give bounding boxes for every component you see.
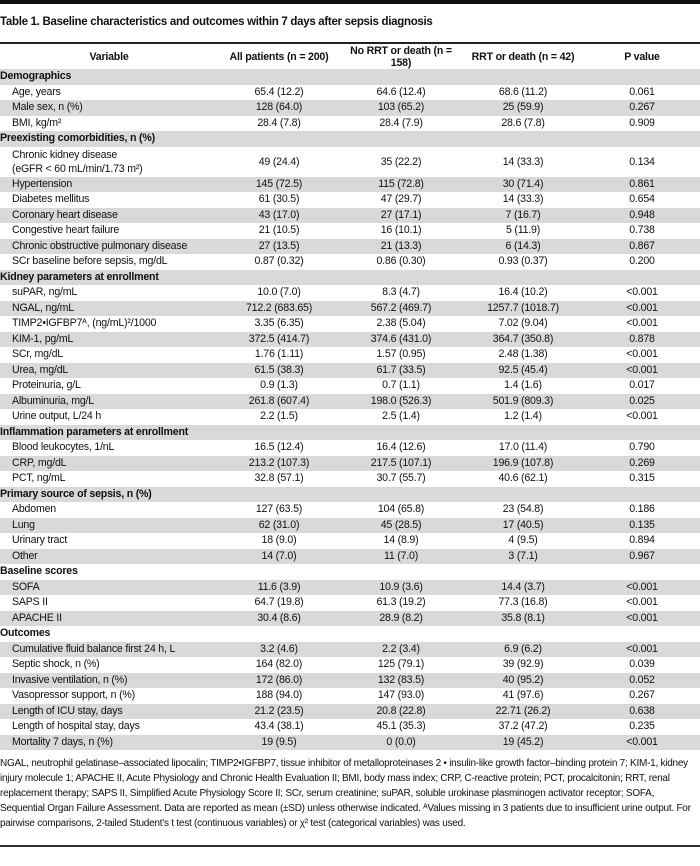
cell-no-rrt-or-death: 45 (28.5) (340, 518, 462, 534)
table-row (0, 704, 700, 720)
row-label: KIM-1, pg/mL (0, 332, 218, 348)
row-label: Albuminuria, mg/L (0, 394, 218, 410)
cell-p-value: <0.001 (626, 317, 658, 330)
cell-no-rrt-or-death: 10.9 (3.6) (340, 580, 462, 596)
cell-all-patients: 3.2 (4.6) (218, 642, 340, 658)
cell-no-rrt-or-death: 14 (8.9) (383, 534, 419, 547)
row-label: NGAL, ng/mL (0, 301, 218, 317)
row-label: Other (0, 549, 218, 565)
cell-rrt-or-death: 22.71 (26.2) (462, 704, 584, 720)
cell-p-value: 0.738 (629, 224, 655, 237)
cell-rrt-or-death: 41 (97.6) (502, 689, 544, 702)
table-row (0, 177, 700, 193)
table-row (0, 301, 700, 317)
cell-all-patients: 61 (30.5) (258, 193, 300, 206)
cell-p-value: 0.052 (584, 673, 700, 689)
cell-rrt-or-death: 14.4 (3.7) (462, 580, 584, 596)
table-row (0, 378, 700, 394)
cell-p-value: <0.001 (626, 596, 658, 609)
cell-p-value: 0.867 (584, 239, 700, 255)
cell-no-rrt-or-death: 35 (22.2) (380, 155, 422, 168)
row-label: SOFA (0, 580, 218, 596)
cell-all-patients: 145 (72.5) (218, 177, 340, 193)
cell-p-value: 0.186 (629, 503, 655, 516)
row-label: Chronic kidney disease (eGFR < 60 mL/min/1.73 m²) (12, 148, 143, 175)
cell-rrt-or-death: 35.8 (8.1) (462, 611, 584, 627)
cell-all-patients: 0.87 (0.32) (254, 255, 304, 268)
cell-all-patients: 213.2 (107.3) (218, 456, 340, 472)
cell-no-rrt-or-death: 1.57 (0.95) (376, 348, 426, 361)
row-label: Coronary heart disease (0, 208, 218, 224)
cell-rrt-or-death: 0.93 (0.37) (498, 255, 548, 268)
row-label: SAPS II (12, 596, 48, 609)
cell-no-rrt-or-death: 47 (29.7) (380, 193, 422, 206)
cell-all-patients: 172 (86.0) (218, 673, 340, 689)
table-row (0, 642, 700, 658)
table-row (0, 611, 700, 627)
row-label: Mortality 7 days, n (%) (0, 735, 218, 751)
cell-p-value: <0.001 (584, 611, 700, 627)
cell-p-value: <0.001 (626, 410, 658, 423)
row-label: Proteinuria, g/L (12, 379, 81, 392)
cell-rrt-or-death: 1.2 (1.4) (504, 410, 542, 423)
cell-no-rrt-or-death: 217.5 (107.1) (340, 456, 462, 472)
table-row (0, 239, 700, 255)
cell-all-patients: 32.8 (57.1) (254, 472, 304, 485)
table-row (0, 409, 700, 425)
section-title: Preexisting comorbidities, n (%) (0, 131, 700, 147)
cell-p-value: 0.267 (629, 689, 655, 702)
cell-all-patients: 127 (63.5) (255, 503, 303, 516)
cell-p-value: 0.134 (629, 155, 655, 168)
table-row (0, 208, 700, 224)
cell-p-value: 0.135 (584, 518, 700, 534)
cell-rrt-or-death: 2.48 (1.38) (498, 348, 548, 361)
row-label: CRP, mg/dL (0, 456, 218, 472)
cell-no-rrt-or-death: 2.38 (5.04) (376, 317, 426, 330)
cell-rrt-or-death: 6 (14.3) (462, 239, 584, 255)
row-label: Urine output, L/24 h (12, 410, 102, 423)
table-row (0, 332, 700, 348)
table-title: Table 1. Baseline characteristics and outcomes within 7 days after sepsis diagnosis (0, 16, 433, 28)
baseline-table (0, 44, 700, 750)
cell-all-patients: 65.4 (12.2) (254, 85, 304, 98)
row-label: SCr baseline before sepsis, mg/dL (12, 255, 168, 268)
bottom-rule (0, 845, 700, 847)
row-label: TIMP2•IGFBP7ᴬ, (ng/mL)²/1000 (12, 317, 157, 330)
cell-p-value: 0.200 (629, 255, 655, 268)
cell-all-patients: 49 (24.4) (258, 155, 300, 168)
header-rrt-or-death: RRT or death (n = 42) (471, 50, 575, 63)
cell-no-rrt-or-death: 2.2 (3.4) (340, 642, 462, 658)
row-label: suPAR, ng/mL (12, 286, 78, 299)
cell-no-rrt-or-death: 16.4 (12.6) (376, 441, 426, 454)
row-label: Male sex, n (%) (0, 100, 218, 116)
table-row (0, 456, 700, 472)
cell-p-value: <0.001 (626, 286, 658, 299)
section-header-row (0, 564, 700, 580)
table-footnote: NGAL, neutrophil gelatinase–associated lipocalin; TIMP2•IGFBP7, tissue inhibitor of metalloproteinases 2 • insulin-like growth factor–binding protein 7; KIM-1, kidney injury molecule 1; APACHE II, Acute Physiology and Chronic Health Evaluation II; BMI, body mass index; CRP, C-reactive protein; PCT, procalcitonin; RRT, renal replacement therapy; SAPS II, Simplified Acute Physiology Score II; SCr, serum creatinine; suPAR, soluble urokinase plasminogen activator receptor; SOFA, Sequential Organ Failure Assessment. Data are reported as mean (±SD) unless otherwise indicated. ᴬValues missing in 3 patients due to insufficient urine output. For pairwise comparisons, 2-tailed Student’s t test (continuous variables) or χ² test (categorical variables) was used. (0, 758, 691, 829)
cell-rrt-or-death: 17 (40.5) (462, 518, 584, 534)
section-title: Primary source of sepsis, n (%) (0, 487, 700, 503)
row-label: Diabetes mellitus (12, 193, 90, 206)
cell-all-patients: 14 (7.0) (218, 549, 340, 565)
cell-all-patients: 261.8 (607.4) (218, 394, 340, 410)
section-header-row (0, 69, 700, 85)
cell-no-rrt-or-death: 21 (13.3) (340, 239, 462, 255)
cell-p-value: 0.967 (584, 549, 700, 565)
table-row (0, 580, 700, 596)
cell-all-patients: 16.5 (12.4) (254, 441, 304, 454)
table-row (0, 254, 700, 270)
cell-p-value: <0.001 (584, 642, 700, 658)
cell-no-rrt-or-death: 11 (7.0) (340, 549, 462, 565)
cell-no-rrt-or-death: 374.6 (431.0) (340, 332, 462, 348)
cell-no-rrt-or-death: 104 (65.8) (377, 503, 425, 516)
section-header-row (0, 425, 700, 441)
cell-no-rrt-or-death: 147 (93.0) (377, 689, 425, 702)
cell-p-value: 0.948 (584, 208, 700, 224)
cell-all-patients: 62 (31.0) (218, 518, 340, 534)
cell-no-rrt-or-death: 103 (65.2) (340, 100, 462, 116)
table-row (0, 347, 700, 363)
cell-p-value: 0.267 (584, 100, 700, 116)
section-title: Inflammation parameters at enrollment (0, 425, 700, 441)
table-row (0, 502, 700, 518)
cell-p-value: 0.235 (629, 720, 655, 733)
cell-rrt-or-death: 17.0 (11.4) (498, 441, 548, 454)
cell-p-value: 0.061 (629, 85, 655, 98)
row-label: Age, years (12, 85, 61, 98)
cell-p-value: 0.638 (584, 704, 700, 720)
row-label: Length of hospital stay, days (12, 720, 140, 733)
cell-p-value: <0.001 (584, 363, 700, 379)
cell-p-value: <0.001 (584, 735, 700, 751)
cell-no-rrt-or-death: 0 (0.0) (340, 735, 462, 751)
cell-rrt-or-death: 3 (7.1) (462, 549, 584, 565)
table-row (0, 316, 700, 332)
header-variable: Variable (89, 50, 129, 63)
cell-rrt-or-death: 14 (33.3) (502, 193, 544, 206)
cell-p-value: 0.039 (629, 658, 655, 671)
cell-rrt-or-death: 5 (11.9) (505, 224, 541, 237)
table-row (0, 394, 700, 410)
cell-all-patients: 19 (9.5) (218, 735, 340, 751)
table-body (0, 69, 700, 750)
table-row (0, 192, 700, 208)
cell-no-rrt-or-death: 64.6 (12.4) (376, 85, 426, 98)
cell-no-rrt-or-death: 115 (72.8) (340, 177, 462, 193)
table-row (0, 147, 700, 177)
header-row (0, 44, 700, 69)
row-label: SCr, mg/dL (12, 348, 63, 361)
section-header-row (0, 626, 700, 642)
row-label: Lung (0, 518, 218, 534)
row-label: Abdomen (12, 503, 56, 516)
section-title: Baseline scores (0, 565, 78, 578)
table-row (0, 100, 700, 116)
cell-no-rrt-or-death: 27 (17.1) (340, 208, 462, 224)
row-label: Blood leukocytes, 1/nL (12, 441, 115, 454)
table-row (0, 549, 700, 565)
table-row (0, 719, 700, 735)
cell-no-rrt-or-death: 125 (79.1) (377, 658, 425, 671)
cell-no-rrt-or-death: 0.7 (1.1) (382, 379, 420, 392)
section-header-row (0, 270, 700, 286)
cell-rrt-or-death: 77.3 (16.8) (498, 596, 548, 609)
row-label: PCT, ng/mL (12, 472, 66, 485)
cell-rrt-or-death: 37.2 (47.2) (498, 720, 548, 733)
cell-rrt-or-death: 23 (54.8) (502, 503, 544, 516)
cell-no-rrt-or-death: 16 (10.1) (380, 224, 422, 237)
cell-no-rrt-or-death: 0.86 (0.30) (376, 255, 426, 268)
cell-all-patients: 43.4 (38.1) (254, 720, 304, 733)
table-row (0, 688, 700, 704)
row-label: Length of ICU stay, days (0, 704, 218, 720)
cell-all-patients: 3.35 (6.35) (254, 317, 304, 330)
cell-all-patients: 10.0 (7.0) (257, 286, 301, 299)
table-row (0, 518, 700, 534)
cell-rrt-or-death: 6.9 (6.2) (462, 642, 584, 658)
row-label: APACHE II (0, 611, 218, 627)
cell-all-patients: 28.4 (7.8) (257, 116, 301, 129)
row-label: Hypertension (0, 177, 218, 193)
cell-no-rrt-or-death: 20.8 (22.8) (340, 704, 462, 720)
cell-rrt-or-death: 196.9 (107.8) (462, 456, 584, 472)
cell-all-patients: 43 (17.0) (218, 208, 340, 224)
cell-all-patients: 0.9 (1.3) (260, 379, 298, 392)
cell-rrt-or-death: 364.7 (350.8) (462, 332, 584, 348)
row-label: Urea, mg/dL (0, 363, 218, 379)
cell-all-patients: 712.2 (683.65) (218, 301, 340, 317)
cell-all-patients: 128 (64.0) (218, 100, 340, 116)
row-label: Chronic obstructive pulmonary disease (0, 239, 218, 255)
cell-rrt-or-death: 16.4 (10.2) (498, 286, 548, 299)
table-row (0, 673, 700, 689)
section-header-row (0, 131, 700, 147)
table-row (0, 116, 700, 132)
cell-rrt-or-death: 1.4 (1.6) (504, 379, 542, 392)
cell-all-patients: 61.5 (38.3) (218, 363, 340, 379)
cell-p-value: 0.894 (629, 534, 655, 547)
table-row (0, 595, 700, 611)
cell-all-patients: 21.2 (23.5) (218, 704, 340, 720)
cell-p-value: 0.654 (629, 193, 655, 206)
header-p-value: P value (624, 50, 660, 63)
cell-p-value: 0.269 (584, 456, 700, 472)
cell-p-value: 0.790 (629, 441, 655, 454)
cell-rrt-or-death: 68.6 (11.2) (498, 85, 548, 98)
cell-p-value: 0.861 (584, 177, 700, 193)
cell-no-rrt-or-death: 45.1 (35.3) (376, 720, 426, 733)
cell-rrt-or-death: 4 (9.5) (508, 534, 538, 547)
cell-all-patients: 1.76 (1.11) (254, 348, 304, 361)
table-row (0, 223, 700, 239)
cell-p-value: 0.315 (629, 472, 655, 485)
cell-rrt-or-death: 7 (16.7) (462, 208, 584, 224)
cell-rrt-or-death: 25 (59.9) (462, 100, 584, 116)
cell-no-rrt-or-death: 30.7 (55.7) (376, 472, 426, 485)
row-label: Congestive heart failure (12, 224, 120, 237)
cell-all-patients: 27 (13.5) (218, 239, 340, 255)
table-row (0, 657, 700, 673)
cell-p-value: 0.909 (629, 116, 655, 129)
cell-rrt-or-death: 40.6 (62.1) (498, 472, 548, 485)
cell-rrt-or-death: 19 (45.2) (462, 735, 584, 751)
row-label: Cumulative fluid balance first 24 h, L (0, 642, 218, 658)
table-row (0, 85, 700, 101)
cell-all-patients: 164 (82.0) (255, 658, 303, 671)
row-label: Urinary tract (12, 534, 68, 547)
cell-rrt-or-death: 1257.7 (1018.7) (462, 301, 584, 317)
table-row (0, 471, 700, 487)
cell-no-rrt-or-death: 567.2 (469.7) (340, 301, 462, 317)
cell-rrt-or-death: 39 (92.9) (502, 658, 544, 671)
cell-all-patients: 18 (9.0) (261, 534, 297, 547)
cell-all-patients: 30.4 (8.6) (218, 611, 340, 627)
cell-no-rrt-or-death: 8.3 (4.7) (382, 286, 420, 299)
section-title: Outcomes (0, 627, 51, 640)
cell-p-value: 0.025 (584, 394, 700, 410)
header-no-rrt-or-death: No RRT or death (n = 158) (350, 44, 452, 69)
table-row (0, 533, 700, 549)
table-row (0, 440, 700, 456)
cell-all-patients: 188 (94.0) (255, 689, 303, 702)
cell-p-value: 0.878 (584, 332, 700, 348)
cell-p-value: 0.017 (629, 379, 655, 392)
section-header-row (0, 487, 700, 503)
cell-no-rrt-or-death: 61.7 (33.5) (340, 363, 462, 379)
cell-no-rrt-or-death: 28.9 (8.2) (340, 611, 462, 627)
cell-all-patients: 21 (10.5) (258, 224, 300, 237)
table-row (0, 363, 700, 379)
row-label: Vasopressor support, n (%) (12, 689, 135, 702)
section-title: Kidney parameters at enrollment (0, 270, 700, 286)
cell-rrt-or-death: 501.9 (809.3) (462, 394, 584, 410)
cell-p-value: <0.001 (626, 348, 658, 361)
cell-no-rrt-or-death: 198.0 (526.3) (340, 394, 462, 410)
cell-no-rrt-or-death: 132 (83.5) (340, 673, 462, 689)
section-title: Demographics (0, 69, 700, 85)
header-all-patients: All patients (n = 200) (229, 50, 329, 63)
cell-rrt-or-death: 30 (71.4) (462, 177, 584, 193)
table-row (0, 285, 700, 301)
row-label: Septic shock, n (%) (12, 658, 100, 671)
cell-rrt-or-death: 40 (95.2) (462, 673, 584, 689)
cell-p-value: <0.001 (584, 580, 700, 596)
cell-all-patients: 64.7 (19.8) (254, 596, 304, 609)
cell-rrt-or-death: 7.02 (9.04) (498, 317, 548, 330)
row-label: BMI, kg/m² (12, 116, 62, 129)
top-bar (0, 0, 700, 4)
cell-p-value: <0.001 (584, 301, 700, 317)
cell-rrt-or-death: 92.5 (45.4) (462, 363, 584, 379)
cell-rrt-or-death: 14 (33.3) (502, 155, 544, 168)
row-label: Invasive ventilation, n (%) (0, 673, 218, 689)
cell-no-rrt-or-death: 2.5 (1.4) (382, 410, 420, 423)
table-row (0, 735, 700, 751)
cell-no-rrt-or-death: 28.4 (7.9) (379, 116, 423, 129)
cell-all-patients: 372.5 (414.7) (218, 332, 340, 348)
cell-all-patients: 2.2 (1.5) (260, 410, 298, 423)
cell-no-rrt-or-death: 61.3 (19.2) (376, 596, 426, 609)
cell-all-patients: 11.6 (3.9) (218, 580, 340, 596)
cell-rrt-or-death: 28.6 (7.8) (501, 116, 545, 129)
